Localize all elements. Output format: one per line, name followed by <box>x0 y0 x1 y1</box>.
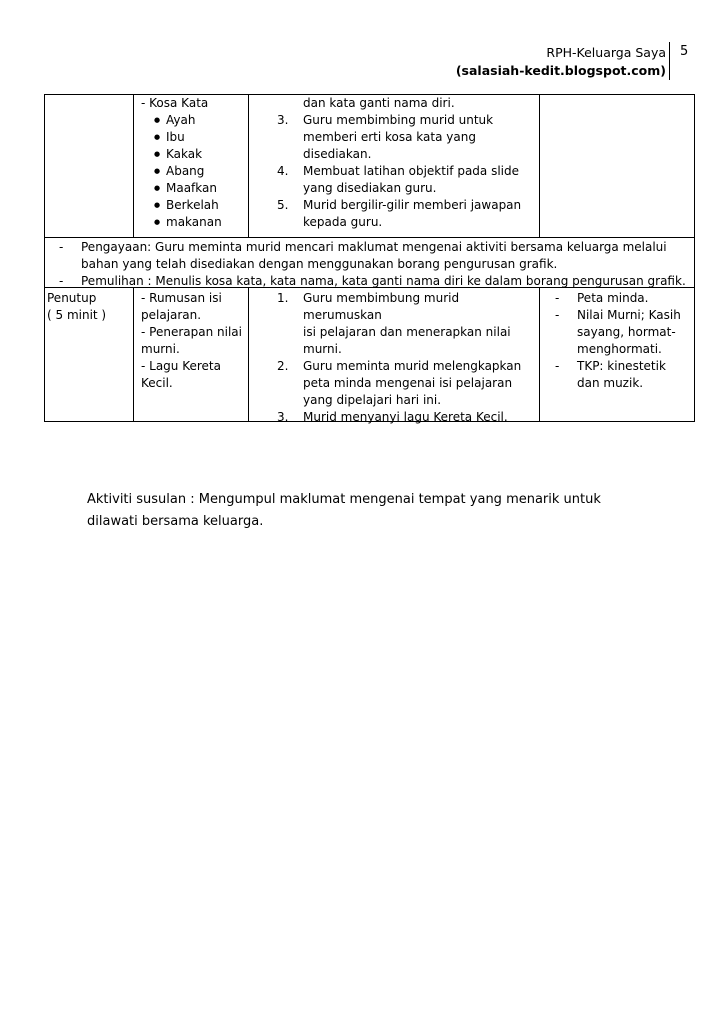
column-divider <box>133 288 134 421</box>
text-line: - Rumusan isi <box>141 291 222 305</box>
list-item: ● Ibu <box>152 129 245 146</box>
text-line: Nilai Murni; Kasih <box>577 308 681 322</box>
text-line: - Lagu Kereta <box>141 359 221 373</box>
page-header <box>456 44 666 80</box>
text-line: - Penerapan nilai <box>141 325 242 339</box>
text-line: memberi erti kosa kata yang <box>303 130 476 144</box>
list-item <box>57 239 693 273</box>
stage-label: Penutup <box>47 291 97 305</box>
dash-bullet: - <box>555 359 560 373</box>
text-line: yang dipelajari hari ini. <box>303 393 442 407</box>
lesson-table-row-closure <box>44 288 695 422</box>
list-item <box>277 197 535 231</box>
activities-cell <box>277 290 535 426</box>
text-line: dan muzik. <box>577 376 644 390</box>
item-text <box>577 307 681 358</box>
page-number: 5 <box>680 44 689 59</box>
text-line: dilawati bersama keluarga. <box>87 514 264 529</box>
activities-cell <box>277 95 535 231</box>
item-text <box>303 163 519 197</box>
text-line: TKP: kinestetik <box>577 359 666 373</box>
activity-list <box>277 112 535 231</box>
dash-bullet: - <box>555 291 560 305</box>
text-line: disediakan. <box>303 147 372 161</box>
lesson-table-row-enrichment <box>44 237 695 288</box>
column-divider <box>248 95 249 237</box>
text-line: isi pelajaran dan menerapkan nilai <box>303 325 511 339</box>
item-text <box>303 112 493 163</box>
item-text <box>577 358 666 392</box>
item-number: 3. <box>277 410 289 424</box>
text-line: murni. <box>303 342 342 356</box>
text-line: Guru membimbung murid merumuskan <box>303 291 460 322</box>
text-line: Aktiviti susulan : Mengumpul maklumat mengenai tempat yang menarik untuk <box>87 492 601 507</box>
item-text <box>303 358 521 409</box>
text-line: peta minda mengenai isi pelajaran <box>303 376 513 390</box>
column-divider <box>133 95 134 237</box>
text-line: Membuat latihan objektif pada slide <box>303 164 520 178</box>
dash-bullet: - <box>59 274 64 288</box>
list-item: ● Maafkan <box>152 180 245 197</box>
dash-bullet: - <box>555 308 560 322</box>
text-line: Guru meminta murid melengkapkan <box>303 359 522 373</box>
item-number: 1. <box>277 291 289 305</box>
list-item <box>277 409 535 426</box>
item-text <box>303 290 535 358</box>
text-line: menghormati. <box>577 342 662 356</box>
text-line: sayang, hormat- <box>577 325 676 339</box>
stage-cell <box>47 290 131 324</box>
continued-text: dan kata ganti nama diri. <box>303 96 455 110</box>
stage-duration: ( 5 minit ) <box>47 308 107 322</box>
lesson-table-row-vocabulary <box>44 94 695 238</box>
content-cell <box>141 290 245 392</box>
item-text <box>81 239 667 273</box>
list-item <box>277 112 535 163</box>
text-line: Pengayaan: Guru meminta murid mencari maklumat mengenai aktiviti bersama keluarga melalui <box>81 240 667 254</box>
list-item <box>277 358 535 409</box>
item-number: 4. <box>277 164 289 178</box>
enrichment-cell <box>57 239 693 290</box>
text-line: Kecil. <box>141 376 173 390</box>
list-item: ● Abang <box>152 163 245 180</box>
text-line: Guru membimbing murid untuk <box>303 113 494 127</box>
item-text: Murid menyanyi lagu Kereta Kecil. <box>303 410 508 424</box>
text-line: kepada guru. <box>303 215 383 229</box>
item-number: 3. <box>277 113 289 127</box>
item-text: Peta minda. <box>577 291 649 305</box>
list-item <box>553 358 691 392</box>
follow-up-activity <box>87 489 627 533</box>
text-line: pelajaran. <box>141 308 202 322</box>
list-item <box>553 290 691 307</box>
list-item <box>277 163 535 197</box>
list-item: ● Ayah <box>152 112 245 129</box>
item-number: 5. <box>277 198 289 212</box>
text-line: murni. <box>141 342 180 356</box>
text-line: Murid bergilir-gilir memberi jawapan <box>303 198 522 212</box>
column-divider <box>539 288 540 421</box>
text-line: bahan yang telah disediakan dengan menggunakan borang pengurusan grafik. <box>81 257 558 271</box>
notes-cell <box>553 290 691 392</box>
column-divider <box>248 288 249 421</box>
vocabulary-list <box>152 112 245 231</box>
vocabulary-cell <box>141 95 245 231</box>
item-text <box>303 197 521 231</box>
item-number: 2. <box>277 359 289 373</box>
list-item: ● makanan <box>152 214 245 231</box>
activity-list <box>277 290 535 426</box>
vocabulary-heading: - Kosa Kata <box>141 96 209 110</box>
list-item <box>553 307 691 358</box>
header-divider <box>669 42 670 80</box>
list-item: ● Kakak <box>152 146 245 163</box>
item-text: Pemulihan : Menulis kosa kata, kata nama, kata ganti nama diri ke dalam borang pengurusan grafik. <box>81 274 686 288</box>
text-line: yang disediakan guru. <box>303 181 437 195</box>
list-item <box>277 290 535 358</box>
dash-bullet: - <box>59 240 64 254</box>
header-title: RPH-Keluarga Saya <box>546 45 666 60</box>
list-item: ● Berkelah <box>152 197 245 214</box>
header-source: (salasiah-kedit.blogspot.com) <box>455 63 666 78</box>
column-divider <box>539 95 540 237</box>
